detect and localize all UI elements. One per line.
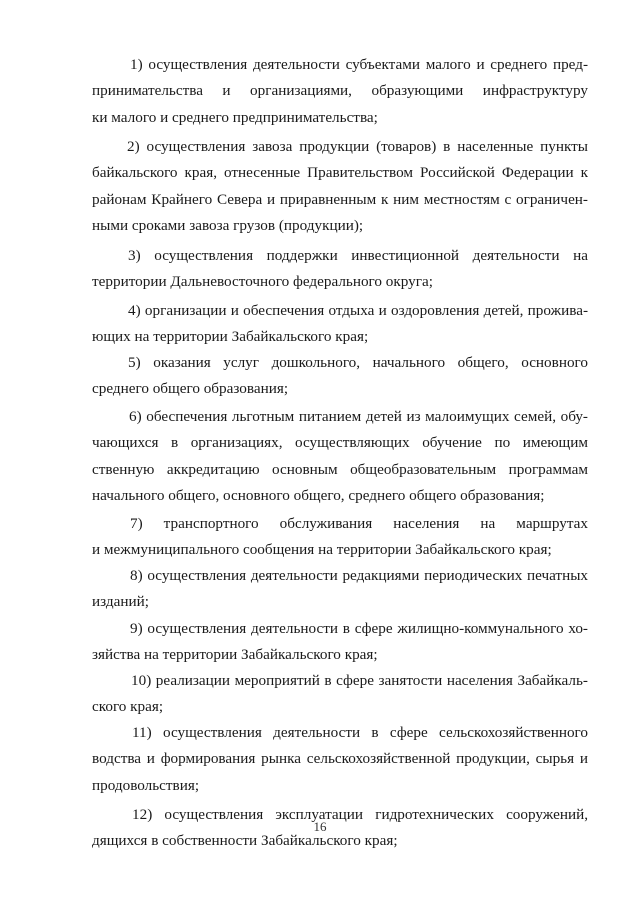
text-line: 11) осуществления деятельности в сфере сельскохозяйственного bbox=[132, 724, 588, 741]
text-line: ки малого и среднего предпринимательства; bbox=[92, 108, 378, 126]
page-number: 16 bbox=[313, 819, 327, 834]
text-line: 10) реализации мероприятий в сфере занятости населения Забайкаль- bbox=[131, 672, 588, 689]
text-line: водства и формирования рынка сельскохозяйственной продукции, сырья и bbox=[92, 750, 588, 768]
text-line: байкальского края, отнесенные Правительством Российской Федерации к bbox=[92, 164, 588, 182]
text-line: дящихся в собственности Забайкальского края; bbox=[92, 832, 398, 850]
list-item bbox=[92, 134, 588, 240]
list-item bbox=[92, 511, 588, 564]
text-line: районам Крайнего Севера и приравненным к ним местностям с ограничен- bbox=[92, 190, 588, 208]
text-line: ского края; bbox=[92, 698, 164, 716]
text-line: ющих на территории Забайкальского края; bbox=[92, 328, 369, 346]
text-line: ственную аккредитацию основным общеобразовательным программам bbox=[92, 460, 588, 478]
text-line: и межмуниципального сообщения на территории Забайкальского края; bbox=[92, 541, 552, 559]
text-line: 9) осуществления деятельности в сфере жилищно-коммунального хо- bbox=[130, 620, 588, 637]
text-line: 4) организации и обеспечения отдыха и оздоровления детей, прожива- bbox=[128, 302, 588, 319]
list-item bbox=[92, 243, 588, 296]
list-item bbox=[92, 350, 588, 403]
text-line: начального общего, основного общего, среднего общего образования; bbox=[92, 487, 545, 505]
list-item bbox=[92, 52, 588, 131]
text-line: изданий; bbox=[92, 593, 149, 611]
list-item bbox=[92, 720, 588, 799]
text-line: 3) осуществления поддержки инвестиционной деятельности на bbox=[128, 247, 588, 264]
text-line: зяйства на территории Забайкальского края; bbox=[92, 646, 378, 664]
text-line: 6) обеспечения льготным питанием детей из малоимущих семей, обу- bbox=[129, 408, 588, 425]
text-line: 1) осуществления деятельности субъектами малого и среднего пред- bbox=[130, 56, 588, 73]
text-line: среднего общего образования; bbox=[92, 380, 289, 398]
text-line: чающихся в организациях, осуществляющих обучение по имеющим bbox=[92, 434, 588, 452]
list-item bbox=[92, 563, 588, 616]
text-line: принимательства и организациями, образующими инфраструктуру bbox=[92, 82, 588, 100]
text-line: 2) осуществления завоза продукции (товаров) в населенные пункты bbox=[127, 138, 588, 155]
list-item bbox=[92, 298, 588, 351]
list-item bbox=[92, 616, 588, 669]
text-line: территории Дальневосточного федерального округа; bbox=[92, 273, 433, 291]
list-item bbox=[92, 668, 588, 721]
text-line: 12) осуществления эксплуатации гидротехнических сооружений, bbox=[132, 806, 588, 823]
text-line: ными сроками завоза грузов (продукции); bbox=[92, 217, 364, 235]
list-item bbox=[92, 404, 588, 510]
text-line: 5) оказания услуг дошкольного, начального общего, основного bbox=[128, 354, 588, 371]
text-line: 8) осуществления деятельности редакциями периодических печатных bbox=[130, 567, 588, 584]
text-line: продовольствия; bbox=[92, 776, 200, 794]
text-line: 7) транспортного обслуживания населения на маршрутах bbox=[130, 515, 588, 532]
